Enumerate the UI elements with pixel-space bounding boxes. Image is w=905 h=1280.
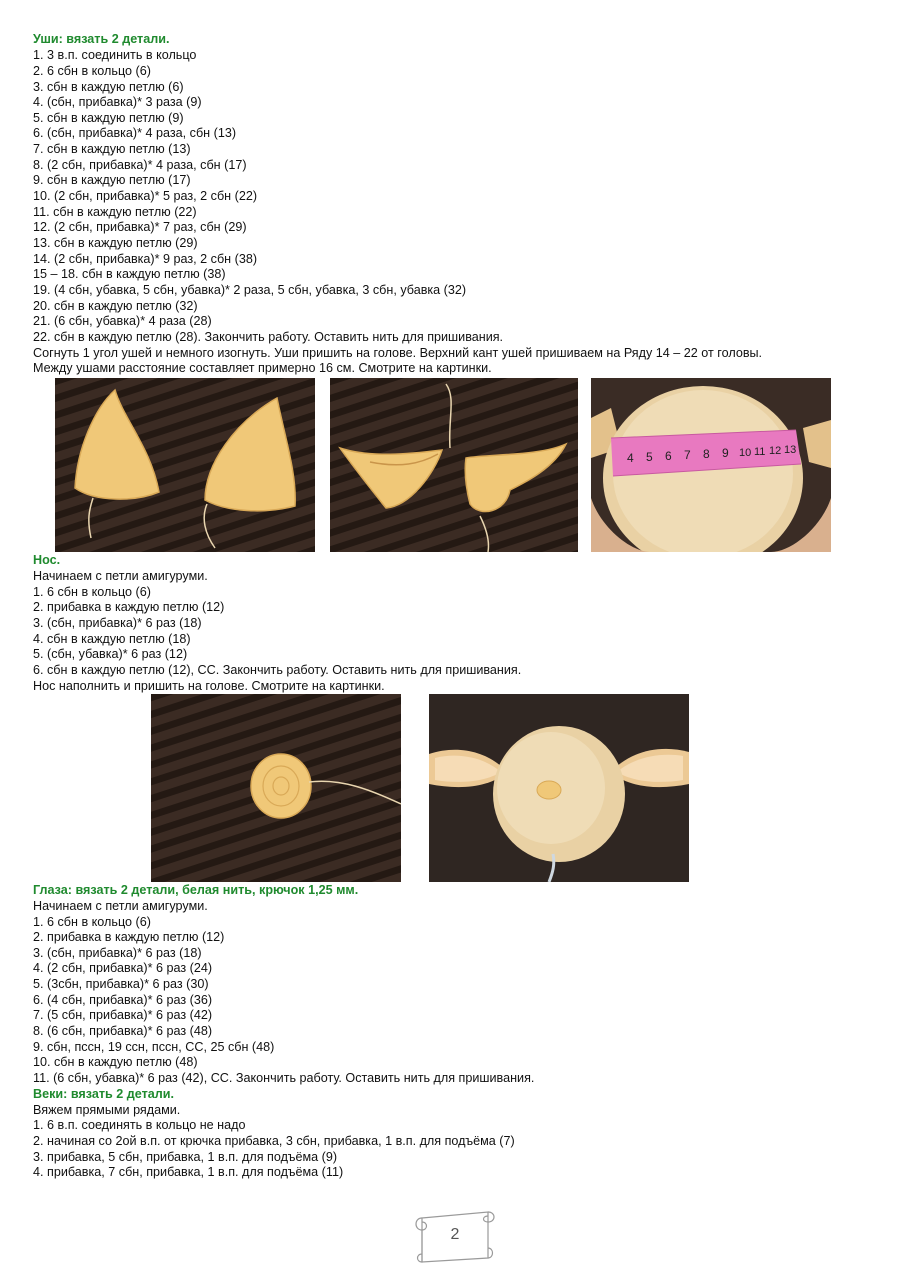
ears-row: 5. сбн в каждую петлю (9) <box>33 111 184 125</box>
tape-number: 7 <box>684 448 691 462</box>
tape-number: 9 <box>722 446 729 460</box>
eyelids-row: Вяжем прямыми рядами. <box>33 1103 181 1117</box>
eyelids-heading: Веки: вязать 2 детали. <box>33 1087 175 1101</box>
photo-nose-piece <box>151 694 401 882</box>
nose-row: 5. (сбн, убавка)* 6 раз (12) <box>33 647 188 661</box>
ears-row: 21. (6 сбн, убавка)* 4 раза (28) <box>33 314 212 328</box>
ears-row: 14. (2 сбн, прибавка)* 9 раз, 2 сбн (38) <box>33 252 258 266</box>
eyes-row: 6. (4 сбн, прибавка)* 6 раз (36) <box>33 993 213 1007</box>
ears-row: 11. сбн в каждую петлю (22) <box>33 205 197 219</box>
ears-row: 7. сбн в каждую петлю (13) <box>33 142 191 156</box>
eyes-row: 2. прибавка в каждую петлю (12) <box>33 930 225 944</box>
eyelids-row: 3. прибавка, 5 сбн, прибавка, 1 в.п. для подъёма (9) <box>33 1150 338 1164</box>
photo-head-with-nose <box>429 694 689 882</box>
tape-number: 5 <box>646 450 653 464</box>
eyes-row: Начинаем с петли амигуруми. <box>33 899 208 913</box>
eyes-row: 3. (сбн, прибавка)* 6 раз (18) <box>33 946 202 960</box>
eyes-row: 1. 6 сбн в кольцо (6) <box>33 915 151 929</box>
photo-head-measure <box>591 378 831 552</box>
ears-row: 9. сбн в каждую петлю (17) <box>33 173 191 187</box>
tape-number: 11 <box>754 446 766 458</box>
nose-row: 4. сбн в каждую петлю (18) <box>33 632 191 646</box>
nose-row: 6. сбн в каждую петлю (12), СС. Закончить работу. Оставить нить для пришивания. <box>33 663 522 677</box>
ears-row: 22. сбн в каждую петлю (28). Закончить работу. Оставить нить для пришивания. <box>33 330 504 344</box>
nose-row: Нос наполнить и пришить на голове. Смотрите на картинки. <box>33 679 385 693</box>
nose-row: 2. прибавка в каждую петлю (12) <box>33 600 225 614</box>
ears-row: 4. (сбн, прибавка)* 3 раза (9) <box>33 95 202 109</box>
photo-two-ears-folded <box>330 378 578 552</box>
ears-row: 8. (2 сбн, прибавка)* 4 раза, сбн (17) <box>33 158 247 172</box>
eyelids-row: 4. прибавка, 7 сбн, прибавка, 1 в.п. для подъёма (11) <box>33 1165 344 1179</box>
tape-number: 8 <box>703 447 710 461</box>
nose-heading: Нос. <box>33 553 61 567</box>
tape-number: 13 <box>784 444 797 456</box>
eyes-row: 4. (2 сбн, прибавка)* 6 раз (24) <box>33 961 213 975</box>
tape-number: 12 <box>769 445 782 457</box>
eyelids-row: 1. 6 в.п. соединять в кольцо не надо <box>33 1118 246 1132</box>
nose-row: 1. 6 сбн в кольцо (6) <box>33 585 151 599</box>
ears-row: Согнуть 1 угол ушей и немного изогнуть. Уши пришить на голове. Верхний кант ушей пришиваем на Ряду 14 – 22 от головы. <box>33 346 763 360</box>
ears-row: 6. (сбн, прибавка)* 4 раза, сбн (13) <box>33 126 237 140</box>
nose-row: Начинаем с петли амигуруми. <box>33 569 208 583</box>
ears-row: 12. (2 сбн, прибавка)* 7 раз, сбн (29) <box>33 220 247 234</box>
ears-row: 13. сбн в каждую петлю (29) <box>33 236 198 250</box>
eyes-row: 8. (6 сбн, прибавка)* 6 раз (48) <box>33 1024 213 1038</box>
ears-row: Между ушами расстояние составляет примерно 16 см. Смотрите на картинки. <box>33 361 492 375</box>
ears-row: 1. 3 в.п. соединить в кольцо <box>33 48 197 62</box>
ears-heading: Уши: вязать 2 детали. <box>33 32 170 46</box>
tape-number: 10 <box>739 447 752 459</box>
ears-row: 20. сбн в каждую петлю (32) <box>33 299 198 313</box>
eyes-row: 7. (5 сбн, прибавка)* 6 раз (42) <box>33 1008 213 1022</box>
nose-row: 3. (сбн, прибавка)* 6 раз (18) <box>33 616 202 630</box>
page-number: 2 <box>450 1226 460 1243</box>
ears-row: 15 – 18. сбн в каждую петлю (38) <box>33 267 226 281</box>
ears-row: 10. (2 сбн, прибавка)* 5 раз, 2 сбн (22) <box>33 189 258 203</box>
ears-row: 19. (4 сбн, убавка, 5 сбн, убавка)* 2 раза, 5 сбн, убавка, 3 сбн, убавка (32) <box>33 283 467 297</box>
eyes-row: 10. сбн в каждую петлю (48) <box>33 1055 198 1069</box>
tape-number: 6 <box>665 449 672 463</box>
eyelids-row: 2. начиная со 2ой в.п. от крючка прибавка, 3 сбн, прибавка, 1 в.п. для подъёма (7) <box>33 1134 515 1148</box>
ears-row: 2. 6 сбн в кольцо (6) <box>33 64 151 78</box>
eyes-heading: Глаза: вязать 2 детали, белая нить, крючок 1,25 мм. <box>33 883 359 897</box>
photo-two-ears-flat <box>55 378 315 552</box>
eyes-row: 9. сбн, пссн, 19 ссн, пссн, СС, 25 сбн (48) <box>33 1040 275 1054</box>
eyes-row: 11. (6 сбн, убавка)* 6 раз (42), СС. Закончить работу. Оставить нить для пришивания. <box>33 1071 535 1085</box>
tape-number: 4 <box>627 451 634 465</box>
ears-row: 3. сбн в каждую петлю (6) <box>33 80 184 94</box>
eyes-row: 5. (3сбн, прибавка)* 6 раз (30) <box>33 977 209 991</box>
